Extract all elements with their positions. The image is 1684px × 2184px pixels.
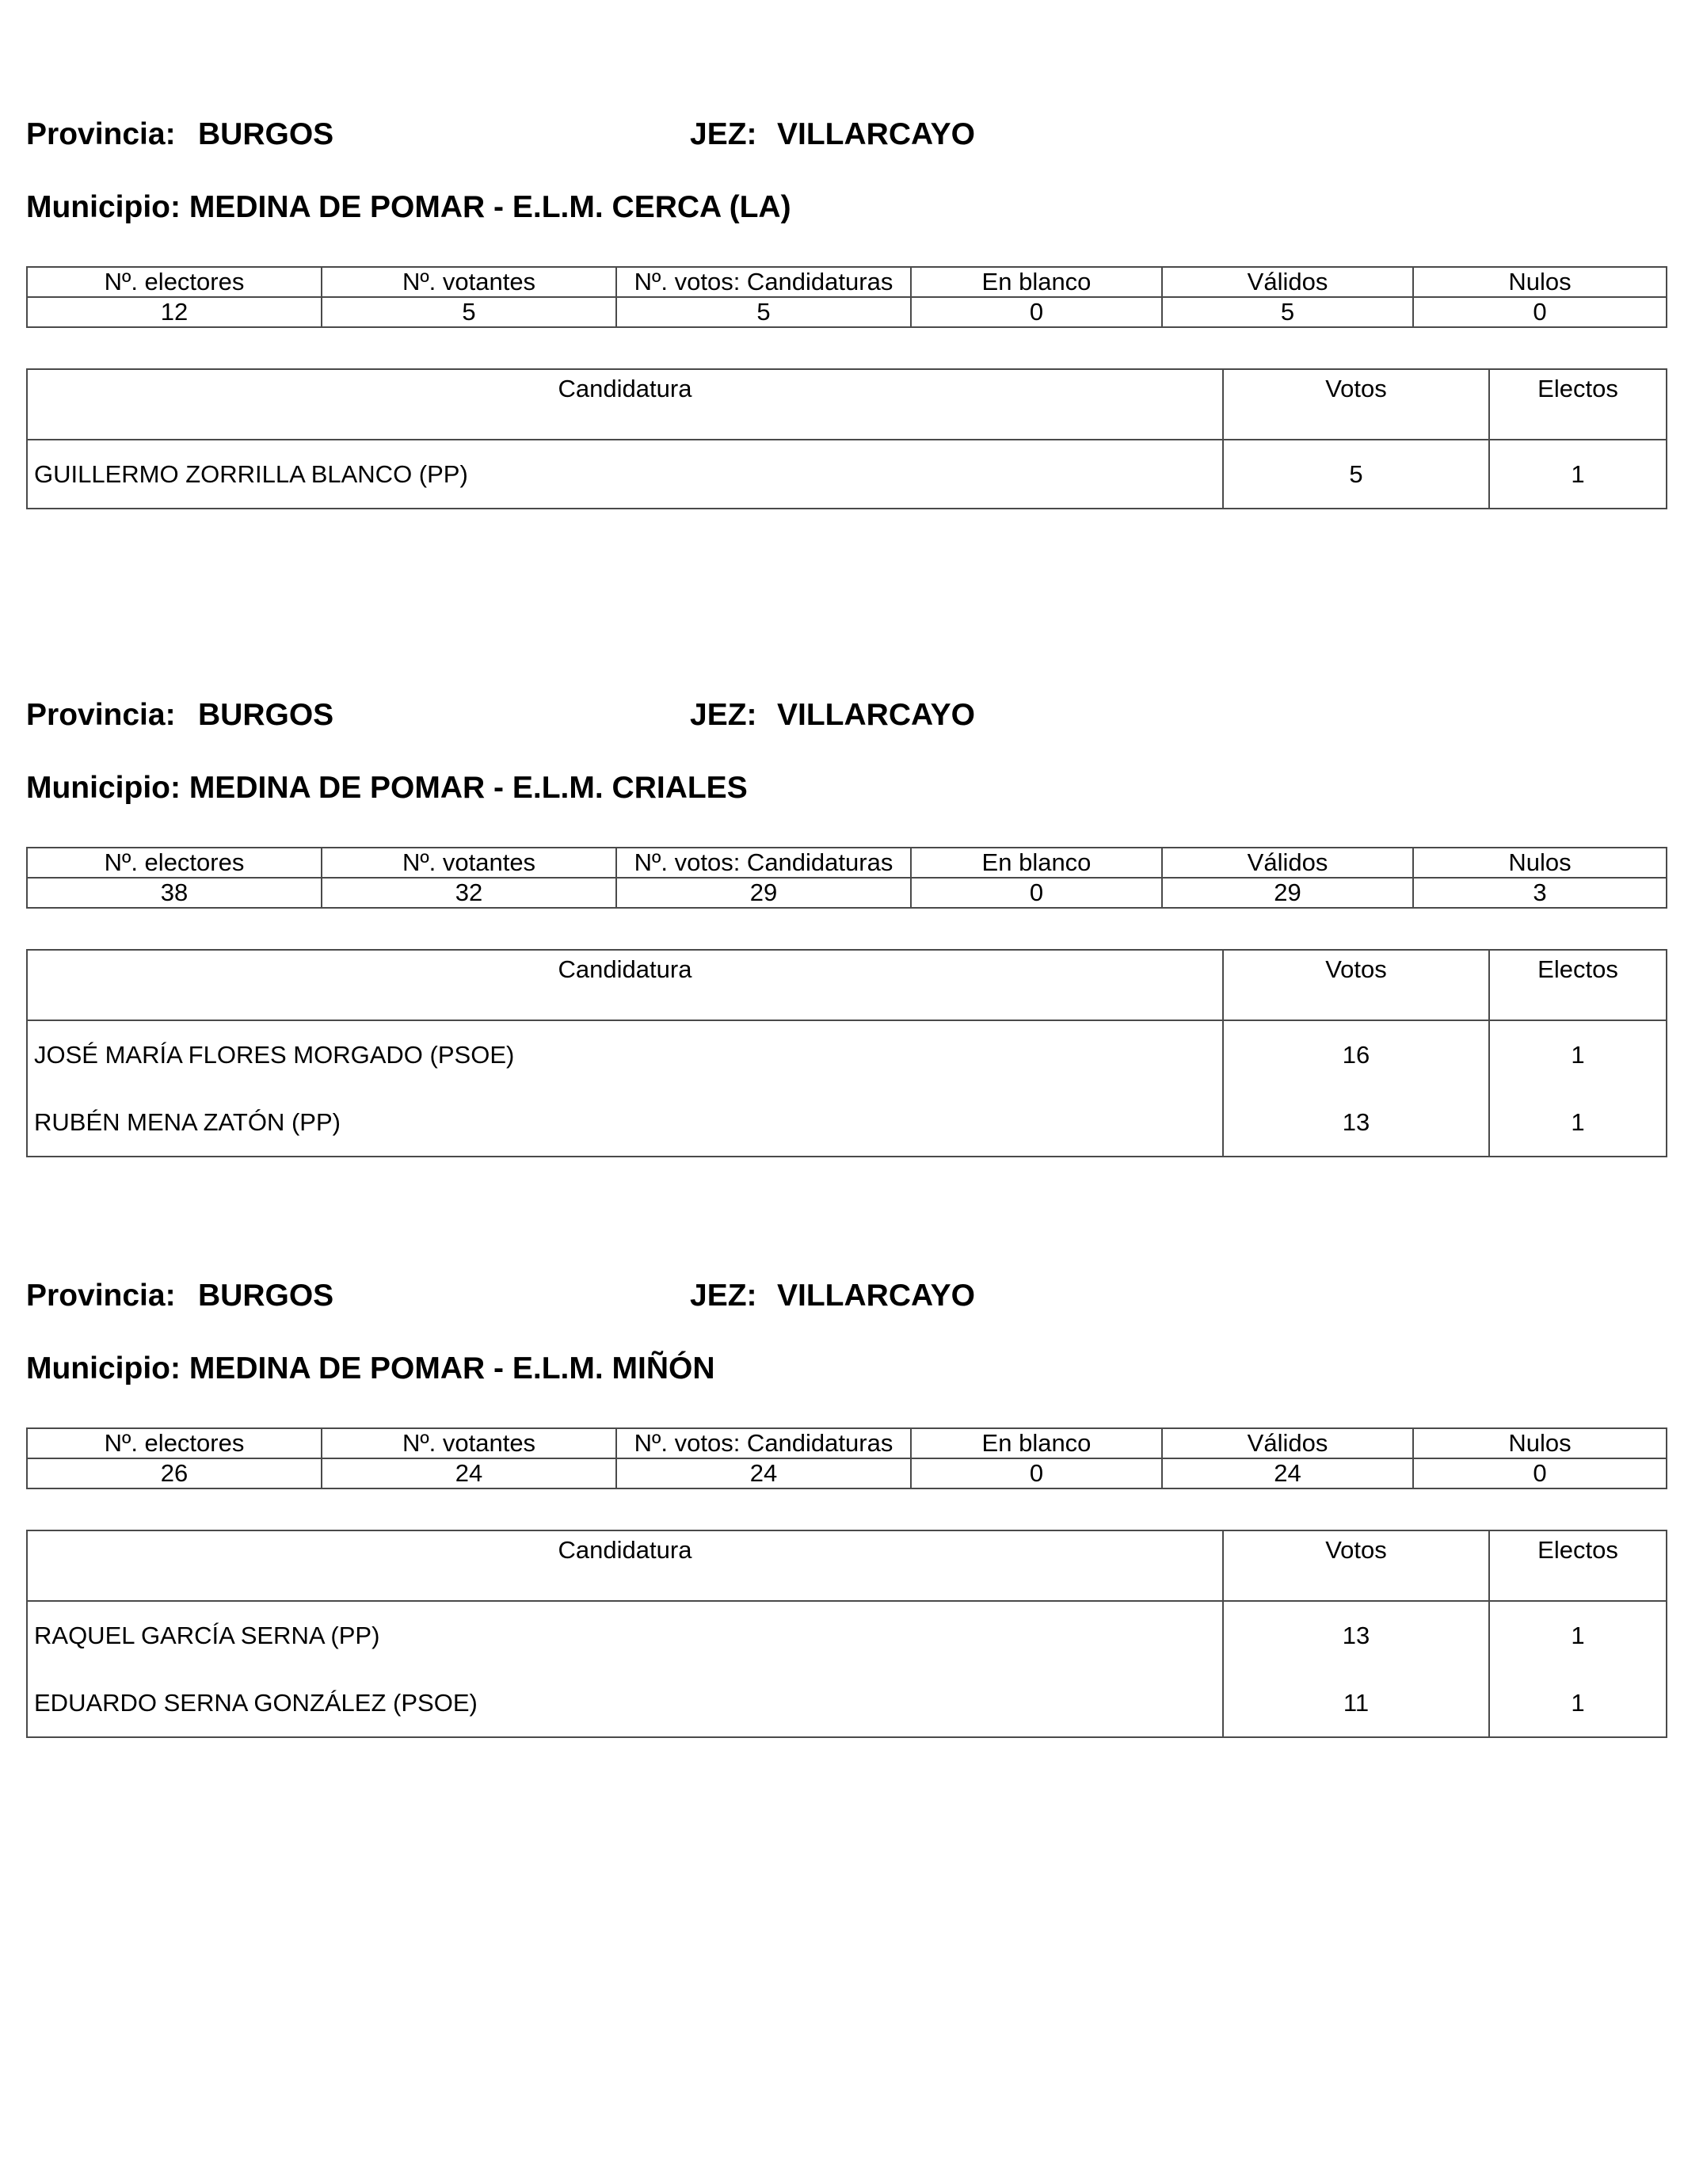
stats-header-nulos: Nulos bbox=[1413, 848, 1667, 878]
municipio-label: Municipio: bbox=[26, 771, 181, 805]
jez-value: VILLARCAYO bbox=[777, 1279, 975, 1313]
candidate-votos: 13 bbox=[1223, 1088, 1489, 1157]
stats-value-electores: 38 bbox=[27, 878, 322, 908]
cand-header-votos: Votos bbox=[1223, 1530, 1489, 1601]
stats-header-votos-candidaturas: Nº. votos: Candidaturas bbox=[616, 848, 911, 878]
municipio-label: Municipio: bbox=[26, 190, 181, 224]
stats-value-electores: 12 bbox=[27, 297, 322, 327]
cand-header-electos: Electos bbox=[1489, 950, 1667, 1020]
cand-header-candidatura: Candidatura bbox=[27, 950, 1223, 1020]
table-row bbox=[27, 440, 1667, 509]
municipio-title bbox=[26, 190, 791, 225]
provincia-label: Provincia: bbox=[26, 698, 176, 732]
stats-value-validos: 24 bbox=[1162, 1458, 1413, 1488]
candidate-votos: 11 bbox=[1223, 1669, 1489, 1737]
municipio-label: Municipio: bbox=[26, 1351, 181, 1385]
provincia-label: Provincia: bbox=[26, 117, 176, 151]
stats-header-votantes: Nº. votantes bbox=[322, 267, 616, 297]
table-row bbox=[27, 1020, 1667, 1088]
jez-label: JEZ: bbox=[690, 1279, 757, 1313]
section-header bbox=[26, 1279, 1666, 1326]
cand-header-candidatura: Candidatura bbox=[27, 369, 1223, 440]
municipio-section bbox=[26, 117, 1666, 488]
jez-value: VILLARCAYO bbox=[777, 698, 975, 732]
section-header bbox=[26, 117, 1666, 165]
cand-header-votos: Votos bbox=[1223, 950, 1489, 1020]
table-row bbox=[27, 1601, 1667, 1669]
candidate-electos: 1 bbox=[1489, 440, 1667, 509]
provincia-value: BURGOS bbox=[198, 117, 334, 151]
provincia-value: BURGOS bbox=[198, 1279, 334, 1313]
stats-header-validos: Válidos bbox=[1162, 267, 1413, 297]
stats-header-validos: Válidos bbox=[1162, 848, 1413, 878]
stats-header-electores: Nº. electores bbox=[27, 848, 322, 878]
cand-header-electos: Electos bbox=[1489, 1530, 1667, 1601]
stats-value-en-blanco: 0 bbox=[911, 297, 1162, 327]
candidate-name: RUBÉN MENA ZATÓN (PP) bbox=[27, 1088, 1223, 1157]
stats-header-en-blanco: En blanco bbox=[911, 267, 1162, 297]
stats-header-votantes: Nº. votantes bbox=[322, 1428, 616, 1458]
candidate-electos: 1 bbox=[1489, 1088, 1667, 1157]
candidate-name: RAQUEL GARCÍA SERNA (PP) bbox=[27, 1601, 1223, 1669]
stats-header-electores: Nº. electores bbox=[27, 267, 322, 297]
cand-header-votos: Votos bbox=[1223, 369, 1489, 440]
municipio-value: MEDINA DE POMAR - E.L.M. MIÑÓN bbox=[189, 1351, 715, 1385]
stats-value-votos-candidaturas: 5 bbox=[616, 297, 911, 327]
stats-value-votos-candidaturas: 29 bbox=[616, 878, 911, 908]
candidate-votos: 5 bbox=[1223, 440, 1489, 509]
candidates-table bbox=[26, 368, 1667, 509]
provincia-label: Provincia: bbox=[26, 1279, 176, 1313]
table-row bbox=[27, 1669, 1667, 1737]
stats-table bbox=[26, 847, 1667, 909]
stats-header-en-blanco: En blanco bbox=[911, 848, 1162, 878]
stats-header-votos-candidaturas: Nº. votos: Candidaturas bbox=[616, 267, 911, 297]
municipio-value: MEDINA DE POMAR - E.L.M. CRIALES bbox=[189, 771, 748, 805]
stats-header-electores: Nº. electores bbox=[27, 1428, 322, 1458]
stats-header-validos: Válidos bbox=[1162, 1428, 1413, 1458]
candidate-name: JOSÉ MARÍA FLORES MORGADO (PSOE) bbox=[27, 1020, 1223, 1088]
municipio-section bbox=[26, 1279, 1666, 1717]
candidate-name: EDUARDO SERNA GONZÁLEZ (PSOE) bbox=[27, 1669, 1223, 1737]
stats-value-validos: 29 bbox=[1162, 878, 1413, 908]
stats-header-nulos: Nulos bbox=[1413, 1428, 1667, 1458]
stats-table bbox=[26, 1427, 1667, 1489]
candidate-electos: 1 bbox=[1489, 1020, 1667, 1088]
cand-header-electos: Electos bbox=[1489, 369, 1667, 440]
municipio-section bbox=[26, 698, 1666, 1136]
stats-value-en-blanco: 0 bbox=[911, 1458, 1162, 1488]
stats-value-validos: 5 bbox=[1162, 297, 1413, 327]
jez-label: JEZ: bbox=[690, 698, 757, 732]
stats-value-nulos: 0 bbox=[1413, 297, 1667, 327]
candidate-votos: 16 bbox=[1223, 1020, 1489, 1088]
stats-header-nulos: Nulos bbox=[1413, 267, 1667, 297]
municipio-value: MEDINA DE POMAR - E.L.M. CERCA (LA) bbox=[189, 190, 791, 224]
stats-value-en-blanco: 0 bbox=[911, 878, 1162, 908]
jez-label: JEZ: bbox=[690, 117, 757, 151]
candidates-table bbox=[26, 949, 1667, 1157]
provincia-value: BURGOS bbox=[198, 698, 334, 732]
jez-value: VILLARCAYO bbox=[777, 117, 975, 151]
candidate-electos: 1 bbox=[1489, 1601, 1667, 1669]
stats-value-votantes: 24 bbox=[322, 1458, 616, 1488]
candidates-table bbox=[26, 1530, 1667, 1738]
candidate-votos: 13 bbox=[1223, 1601, 1489, 1669]
stats-value-nulos: 0 bbox=[1413, 1458, 1667, 1488]
municipio-title bbox=[26, 771, 748, 806]
stats-value-votantes: 5 bbox=[322, 297, 616, 327]
stats-header-en-blanco: En blanco bbox=[911, 1428, 1162, 1458]
candidate-electos: 1 bbox=[1489, 1669, 1667, 1737]
stats-value-votantes: 32 bbox=[322, 878, 616, 908]
stats-value-nulos: 3 bbox=[1413, 878, 1667, 908]
section-header bbox=[26, 698, 1666, 745]
stats-table bbox=[26, 266, 1667, 328]
stats-header-votantes: Nº. votantes bbox=[322, 848, 616, 878]
stats-header-votos-candidaturas: Nº. votos: Candidaturas bbox=[616, 1428, 911, 1458]
municipio-title bbox=[26, 1351, 715, 1386]
cand-header-candidatura: Candidatura bbox=[27, 1530, 1223, 1601]
candidate-name: GUILLERMO ZORRILLA BLANCO (PP) bbox=[27, 440, 1223, 509]
stats-value-votos-candidaturas: 24 bbox=[616, 1458, 911, 1488]
stats-value-electores: 26 bbox=[27, 1458, 322, 1488]
table-row bbox=[27, 1088, 1667, 1157]
